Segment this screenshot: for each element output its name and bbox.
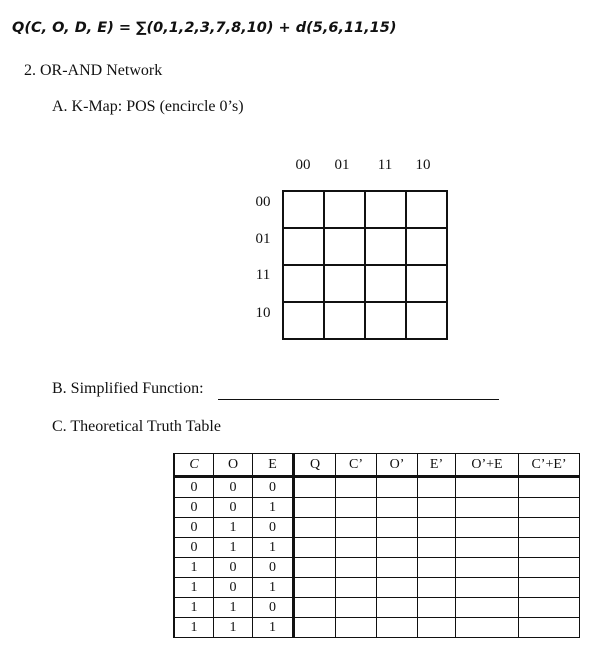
tt-blank-cell[interactable] <box>294 518 336 538</box>
kmap-grid <box>282 190 448 340</box>
tt-blank-cell[interactable] <box>336 598 377 618</box>
tt-blank-cell[interactable] <box>418 598 456 618</box>
truth-table-heading: C. Theoretical Truth Table <box>52 418 221 435</box>
tt-blank-cell[interactable] <box>294 558 336 578</box>
tt-header-c-not-plus-e-not: C’+E’ <box>519 454 580 477</box>
tt-blank-cell[interactable] <box>294 477 336 498</box>
tt-blank-cell[interactable] <box>456 538 519 558</box>
tt-header-e-not: E’ <box>418 454 456 477</box>
table-row <box>174 518 580 538</box>
tt-blank-cell[interactable] <box>456 518 519 538</box>
tt-blank-cell[interactable] <box>294 578 336 598</box>
tt-input-cell: 0 <box>253 518 294 538</box>
tt-header-o: O <box>214 454 253 477</box>
tt-blank-cell[interactable] <box>519 598 580 618</box>
tt-blank-cell[interactable] <box>336 518 377 538</box>
kmap-col-header: 11 <box>377 157 393 173</box>
truth-table <box>173 453 580 638</box>
tt-blank-cell[interactable] <box>336 498 377 518</box>
tt-blank-cell[interactable] <box>294 498 336 518</box>
kmap-row-header: 11 <box>255 267 271 283</box>
kmap-cell[interactable] <box>283 191 324 228</box>
tt-input-cell: 0 <box>174 538 214 558</box>
kmap-cell[interactable] <box>324 265 365 302</box>
tt-blank-cell[interactable] <box>377 558 418 578</box>
tt-header-o-not: O’ <box>377 454 418 477</box>
tt-input-cell: 1 <box>253 578 294 598</box>
tt-header-q: Q <box>294 454 336 477</box>
tt-blank-cell[interactable] <box>418 618 456 638</box>
tt-input-cell: 1 <box>253 618 294 638</box>
table-row <box>174 498 580 518</box>
tt-blank-cell[interactable] <box>519 518 580 538</box>
kmap-cell[interactable] <box>406 191 447 228</box>
tt-blank-cell[interactable] <box>377 538 418 558</box>
tt-blank-cell[interactable] <box>418 578 456 598</box>
tt-blank-cell[interactable] <box>418 538 456 558</box>
tt-input-cell: 1 <box>253 498 294 518</box>
section-heading: 2. OR-AND Network <box>24 62 163 79</box>
kmap-row-header: 01 <box>255 231 271 247</box>
tt-blank-cell[interactable] <box>336 477 377 498</box>
kmap-cell[interactable] <box>406 228 447 265</box>
kmap-row-header: 00 <box>255 194 271 210</box>
function-definition: Q(C, O, D, E) = ∑(0,1,2,3,7,8,10) + d(5,6,11,15) <box>12 20 397 36</box>
table-row <box>174 477 580 498</box>
tt-input-cell: 0 <box>174 518 214 538</box>
kmap-cell[interactable] <box>406 265 447 302</box>
tt-blank-cell[interactable] <box>294 618 336 638</box>
tt-blank-cell[interactable] <box>336 618 377 638</box>
kmap-cell[interactable] <box>324 228 365 265</box>
kmap-cell[interactable] <box>283 228 324 265</box>
table-row <box>174 598 580 618</box>
tt-input-cell: 0 <box>214 558 253 578</box>
tt-blank-cell[interactable] <box>336 558 377 578</box>
kmap-col-header: 10 <box>415 157 431 173</box>
tt-blank-cell[interactable] <box>519 538 580 558</box>
tt-blank-cell[interactable] <box>377 598 418 618</box>
tt-input-cell: 1 <box>174 558 214 578</box>
tt-input-cell: 0 <box>214 477 253 498</box>
tt-input-cell: 0 <box>214 498 253 518</box>
tt-header-c-not: C’ <box>336 454 377 477</box>
tt-input-cell: 1 <box>214 518 253 538</box>
tt-input-cell: 0 <box>253 477 294 498</box>
tt-blank-cell[interactable] <box>377 618 418 638</box>
tt-input-cell: 1 <box>253 538 294 558</box>
tt-blank-cell[interactable] <box>377 518 418 538</box>
tt-input-cell: 0 <box>214 578 253 598</box>
tt-blank-cell[interactable] <box>456 578 519 598</box>
tt-input-cell: 1 <box>214 598 253 618</box>
tt-blank-cell[interactable] <box>336 538 377 558</box>
tt-blank-cell[interactable] <box>294 598 336 618</box>
kmap-cell[interactable] <box>324 302 365 339</box>
kmap-cell[interactable] <box>406 302 447 339</box>
tt-header-c: C <box>174 454 214 477</box>
tt-blank-cell[interactable] <box>519 578 580 598</box>
kmap-cell[interactable] <box>365 191 406 228</box>
kmap-cell[interactable] <box>283 265 324 302</box>
tt-input-cell: 1 <box>174 618 214 638</box>
tt-input-cell: 1 <box>174 578 214 598</box>
tt-blank-cell[interactable] <box>456 498 519 518</box>
tt-blank-cell[interactable] <box>377 498 418 518</box>
tt-input-cell: 1 <box>214 618 253 638</box>
tt-blank-cell[interactable] <box>294 538 336 558</box>
tt-input-cell: 0 <box>174 477 214 498</box>
table-row <box>174 578 580 598</box>
kmap-row-header: 10 <box>255 305 271 321</box>
tt-header-o-not-plus-e: O’+E <box>456 454 519 477</box>
tt-blank-cell[interactable] <box>418 518 456 538</box>
kmap-cell[interactable] <box>324 191 365 228</box>
tt-blank-cell[interactable] <box>456 477 519 498</box>
tt-blank-cell[interactable] <box>456 598 519 618</box>
tt-blank-cell[interactable] <box>336 578 377 598</box>
table-row <box>174 538 580 558</box>
tt-blank-cell[interactable] <box>519 498 580 518</box>
tt-blank-cell[interactable] <box>456 618 519 638</box>
kmap-cell[interactable] <box>283 302 324 339</box>
tt-input-cell: 0 <box>253 558 294 578</box>
tt-blank-cell[interactable] <box>377 578 418 598</box>
kmap-heading: A. K-Map: POS (encircle 0’s) <box>52 98 244 115</box>
tt-blank-cell[interactable] <box>418 477 456 498</box>
tt-header-e: E <box>253 454 294 477</box>
kmap-cell[interactable] <box>365 265 406 302</box>
kmap-cell[interactable] <box>365 302 406 339</box>
tt-input-cell: 1 <box>174 598 214 618</box>
simplified-function-label: B. Simplified Function: <box>52 380 204 397</box>
tt-blank-cell[interactable] <box>456 558 519 578</box>
tt-blank-cell[interactable] <box>519 477 580 498</box>
tt-input-cell: 0 <box>174 498 214 518</box>
tt-blank-cell[interactable] <box>418 498 456 518</box>
tt-blank-cell[interactable] <box>418 558 456 578</box>
kmap-col-header: 01 <box>334 157 350 173</box>
tt-blank-cell[interactable] <box>519 618 580 638</box>
simplified-function-blank[interactable] <box>218 399 499 400</box>
kmap-col-header: 00 <box>295 157 311 173</box>
tt-blank-cell[interactable] <box>519 558 580 578</box>
table-row <box>174 618 580 638</box>
tt-blank-cell[interactable] <box>377 477 418 498</box>
kmap-cell[interactable] <box>365 228 406 265</box>
tt-input-cell: 0 <box>253 598 294 618</box>
tt-input-cell: 1 <box>214 538 253 558</box>
table-row <box>174 558 580 578</box>
